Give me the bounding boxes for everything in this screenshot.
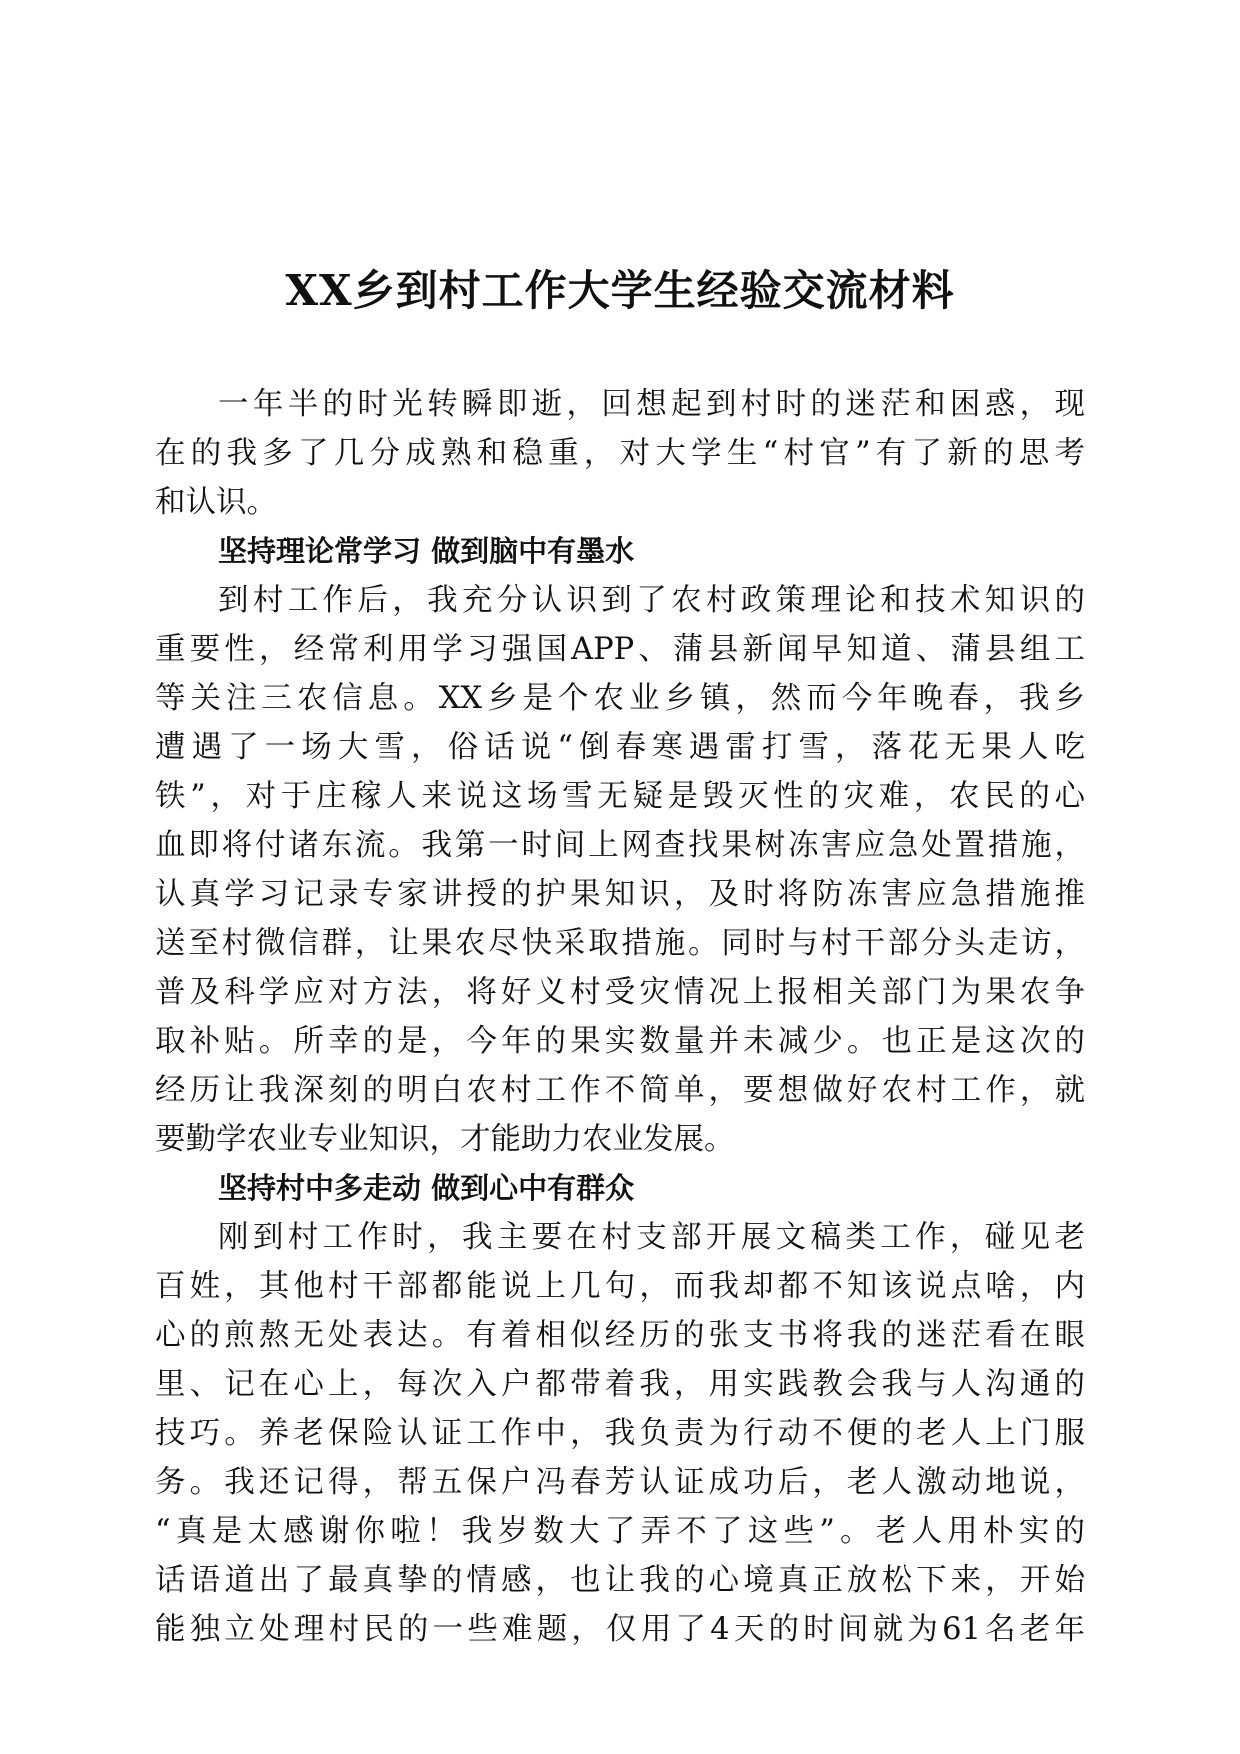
text-line: 技巧。养老保险认证工作中，我负责为行动不便的老人上门服 xyxy=(155,1416,1085,1451)
text-line: 能独立处理村民的一些难题，仅用了4天的时间就为61名老年 xyxy=(155,1612,1085,1647)
text-line: 重要性，经常利用学习强国APP、蒲县新闻早知道、蒲县组工 xyxy=(155,632,1085,667)
text-line: 一年半的时光转瞬即逝，回想起到村时的迷茫和困惑，现 xyxy=(218,387,1085,422)
text-line: 务。我还记得，帮五保户冯春芳认证成功后，老人激动地说， xyxy=(155,1465,1085,1500)
text-line: 百姓，其他村干部都能说上几句，而我却都不知该说点啥，内 xyxy=(155,1269,1085,1304)
text-line: 要勤学农业专业知识，才能助力农业发展。 xyxy=(155,1122,735,1157)
text-line: 等关注三农信息。XX乡是个农业乡镇，然而今年晚春，我乡 xyxy=(155,681,1085,716)
text-line: 遭遇了一场大雪，俗话说“倒春寒遇雷打雪，落花无果人吃 xyxy=(155,730,1085,765)
text-line: 里、记在心上，每次入户都带着我，用实践教会我与人沟通的 xyxy=(155,1367,1085,1402)
text-line: 到村工作后，我充分认识到了农村政策理论和技术知识的 xyxy=(218,583,1085,618)
text-line: 血即将付诸东流。我第一时间上网查找果树冻害应急处置措施， xyxy=(155,828,1085,863)
text-line: 铁”，对于庄稼人来说这场雪无疑是毁灭性的灾难，农民的心 xyxy=(155,779,1085,814)
section-heading: 坚持村中多走动 做到心中有群众 xyxy=(218,1171,635,1205)
text-line: 经历让我深刻的明白农村工作不简单，要想做好农村工作，就 xyxy=(155,1073,1085,1108)
text-line: 普及科学应对方法，将好义村受灾情况上报相关部门为果农争 xyxy=(155,975,1085,1010)
text-line: 在的我多了几分成熟和稳重，对大学生“村官”有了新的思考 xyxy=(155,436,1085,471)
text-line: “真是太感谢你啦！我岁数大了弄不了这些”。老人用朴实的 xyxy=(155,1514,1085,1549)
text-line: 刚到村工作时，我主要在村支部开展文稿类工作，碰见老 xyxy=(218,1220,1085,1255)
section-heading: 坚持理论常学习 做到脑中有墨水 xyxy=(218,534,635,568)
text-line: 心的煎熬无处表达。有着相似经历的张支书将我的迷茫看在眼 xyxy=(155,1318,1085,1353)
text-line: 认真学习记录专家讲授的护果知识，及时将防冻害应急措施推 xyxy=(155,877,1085,912)
text-line: 送至村微信群，让果农尽快采取措施。同时与村干部分头走访， xyxy=(155,926,1085,961)
text-line: 话语道出了最真挚的情感，也让我的心境真正放松下来，开始 xyxy=(155,1563,1085,1598)
document-title: XX乡到村工作大学生经验交流材料 xyxy=(285,266,955,315)
text-line: 取补贴。所幸的是，今年的果实数量并未减少。也正是这次的 xyxy=(155,1024,1085,1059)
document-body xyxy=(155,380,1085,1654)
text-line: 和认识。 xyxy=(155,485,277,520)
